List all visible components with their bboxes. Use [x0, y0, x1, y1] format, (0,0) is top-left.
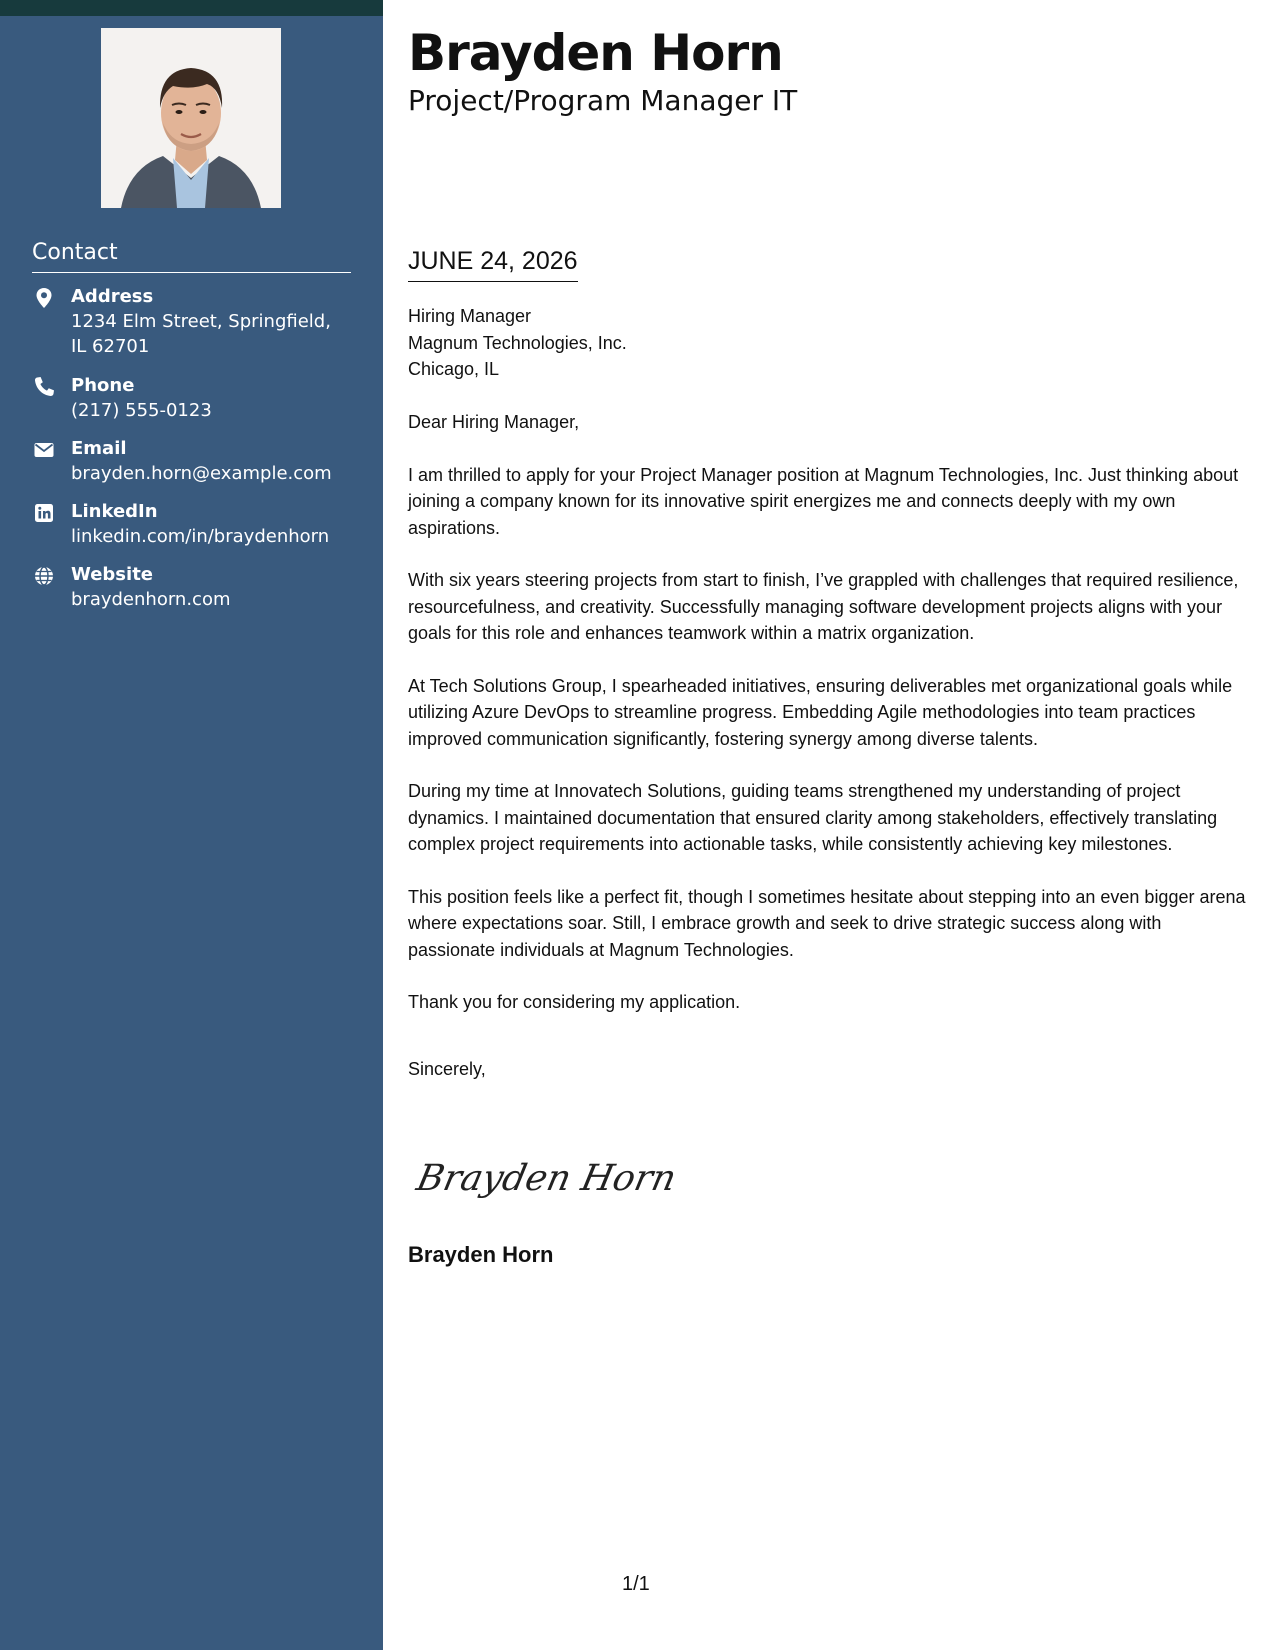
- body-paragraph: At Tech Solutions Group, I spearheaded initiatives, ensuring deliverables met organizational goals while utilizing Azure DevOps to streamline progress. Embedding Agile methodologies into team practices improved communication significantly, fostering synergy among diverse talents.: [408, 675, 1233, 749]
- envelope-icon: [32, 438, 56, 462]
- signer-name: Brayden Horn: [408, 1242, 554, 1267]
- greeting: Dear Hiring Manager,: [408, 412, 580, 432]
- phone-value[interactable]: (217) 555-0123: [71, 400, 212, 421]
- phone-label: Phone: [71, 375, 135, 396]
- phone-icon: [32, 375, 56, 399]
- profile-photo: [101, 28, 281, 208]
- linkedin-label: LinkedIn: [71, 501, 158, 522]
- thanks-line: Thank you for considering my application.: [408, 992, 741, 1012]
- handwritten-signature: [413, 1148, 681, 1208]
- linkedin-icon: [32, 501, 56, 525]
- sidebar-top-band: [0, 0, 383, 16]
- portrait-illustration: [101, 28, 281, 208]
- body-paragraph: During my time at Innovatech Solutions, guiding teams strengthened my understanding of project dynamics. I maintained documentation that ensured clarity among stakeholders, effectively translating complex project requirements into actionable tasks, while consistently achieving key milestones.: [408, 781, 1218, 854]
- body-paragraph: I am thrilled to apply for your Project Manager position at Magnum Technologies, Inc. Just thinking about joining a company known for its innovative spirit energizes me and connects deeply with my own aspirations.: [408, 464, 1239, 538]
- closing-line: Sincerely,: [408, 1058, 486, 1079]
- applicant-job-title: Project/Program Manager IT: [408, 84, 798, 117]
- letter-body: [408, 409, 1253, 1108]
- linkedin-value[interactable]: linkedin.com/in/braydenhorn: [71, 526, 330, 547]
- address-label: Address: [71, 286, 154, 307]
- signature-script: Brayden Horn: [413, 1156, 681, 1199]
- page-number: 1/1: [622, 1573, 650, 1595]
- applicant-name: Brayden Horn: [408, 24, 783, 82]
- recipient-block: [408, 303, 627, 383]
- address-value: 1234 Elm Street, Springfield, IL 62701: [71, 311, 331, 357]
- website-value[interactable]: braydenhorn.com: [71, 589, 231, 610]
- recipient-line: Magnum Technologies, Inc.: [408, 332, 627, 353]
- location-pin-icon: [32, 286, 56, 310]
- body-paragraph: This position feels like a perfect fit, though I sometimes hesitate about stepping into an even bigger arena where expectations soar. Still, I embrace growth and seek to drive strategic success along with passionate individuals at Magnum Technologies.: [408, 886, 1246, 960]
- recipient-line: Chicago, IL: [408, 359, 500, 379]
- email-label: Email: [71, 438, 127, 459]
- email-value[interactable]: brayden.horn@example.com: [71, 463, 332, 484]
- letter-date: JUNE 24, 2026: [408, 244, 578, 282]
- body-paragraph: With six years steering projects from start to finish, I’ve grappled with challenges that required resilience, resourcefulness, and creativity. Successfully managing software development projects aligns with your goals for this role and enhances teamwork within a matrix organization.: [408, 570, 1239, 643]
- globe-icon: [32, 564, 56, 588]
- website-label: Website: [71, 564, 154, 585]
- recipient-line: Hiring Manager: [408, 306, 532, 326]
- contact-section-title: Contact: [32, 238, 351, 273]
